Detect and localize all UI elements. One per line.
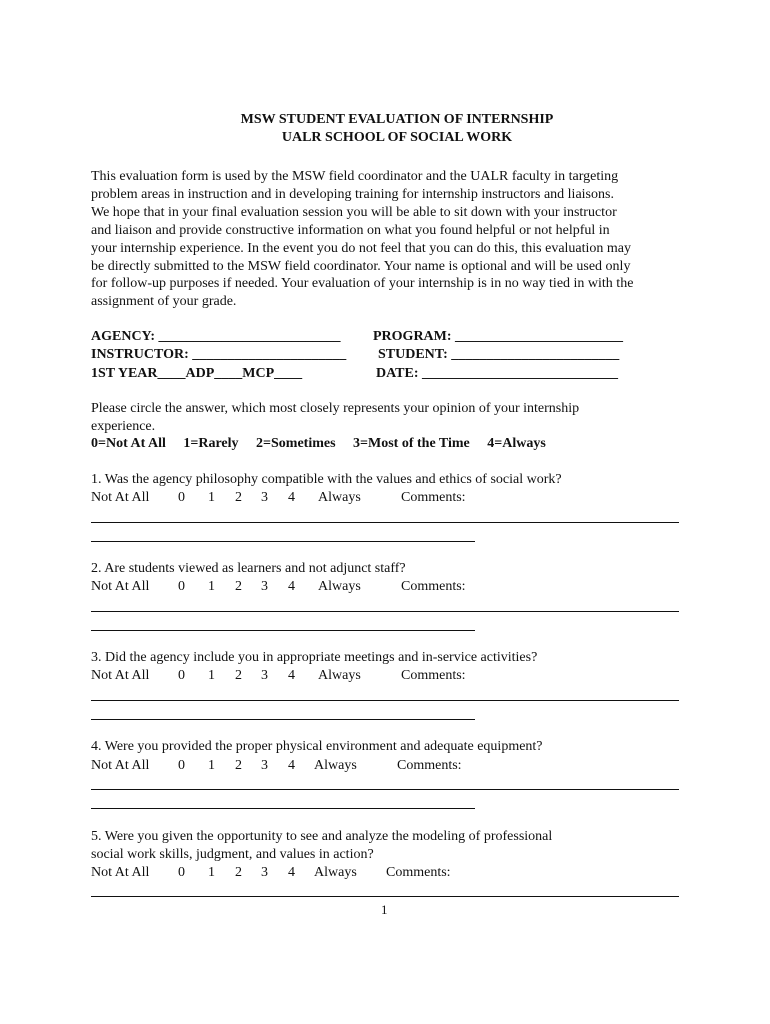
intro-line: We hope that in your final evaluation session you will be able to sit down with your instructor	[91, 204, 617, 220]
comment-line[interactable]	[91, 719, 475, 720]
rating-option-2[interactable]: 2	[235, 579, 242, 594]
rating-high-label: Always	[318, 490, 361, 505]
comment-line[interactable]	[91, 611, 679, 612]
comment-line[interactable]	[91, 700, 679, 701]
rating-low-label: Not At All	[91, 758, 150, 773]
question-text: 2. Are students viewed as learners and not adjunct staff?	[91, 561, 406, 576]
question-5	[91, 828, 552, 864]
rating-option-0[interactable]: 0	[178, 490, 185, 505]
rating-option-1[interactable]: 1	[208, 579, 215, 594]
rating-option-4[interactable]: 4	[288, 579, 295, 594]
rating-option-3[interactable]: 3	[261, 668, 268, 683]
page-number: 1	[381, 902, 388, 917]
form-title: MSW STUDENT EVALUATION OF INTERNSHIP	[240, 112, 554, 127]
rating-option-1[interactable]: 1	[208, 490, 215, 505]
question-text: 3. Did the agency include you in appropriate meetings and in-service activities?	[91, 650, 538, 665]
rating-option-3[interactable]: 3	[261, 758, 268, 773]
comment-line[interactable]	[91, 630, 475, 631]
comments-label: Comments:	[401, 490, 466, 505]
comments-label: Comments:	[397, 758, 462, 773]
intro-paragraph	[91, 168, 691, 311]
comment-line[interactable]	[91, 789, 679, 790]
student-field[interactable]: STUDENT: ________________________	[378, 347, 620, 362]
rating-high-label: Always	[314, 758, 357, 773]
comment-line[interactable]	[91, 522, 679, 523]
comments-label: Comments:	[401, 668, 466, 683]
rating-low-label: Not At All	[91, 668, 150, 683]
rating-scale-legend	[91, 435, 560, 453]
rating-low-label: Not At All	[91, 579, 150, 594]
scale-item: 0=Not At All	[91, 436, 166, 451]
rating-option-2[interactable]: 2	[235, 668, 242, 683]
year-program-field[interactable]: 1ST YEAR____ADP____MCP____	[91, 366, 303, 381]
intro-line: be directly submitted to the MSW field coordinator. Your name is optional and will be used only	[91, 258, 631, 274]
rating-low-label: Not At All	[91, 865, 150, 880]
rating-option-4[interactable]: 4	[288, 668, 295, 683]
question-text: social work skills, judgment, and values in action?	[91, 846, 374, 862]
scale-item: 1=Rarely	[183, 436, 239, 451]
rating-option-2[interactable]: 2	[235, 490, 242, 505]
rating-option-4[interactable]: 4	[288, 758, 295, 773]
rating-option-3[interactable]: 3	[261, 490, 268, 505]
question-1	[91, 471, 562, 489]
comment-line[interactable]	[91, 808, 475, 809]
rating-option-1[interactable]: 1	[208, 668, 215, 683]
scale-item: 4=Always	[487, 436, 546, 451]
comment-line[interactable]	[91, 541, 475, 542]
question-2	[91, 560, 406, 578]
scale-item: 3=Most of the Time	[353, 436, 470, 451]
question-text: 5. Were you given the opportunity to see and analyze the modeling of professional	[91, 829, 553, 844]
intro-line: assignment of your grade.	[91, 294, 237, 310]
comments-label: Comments:	[401, 579, 466, 594]
question-4	[91, 738, 543, 756]
scale-item: 2=Sometimes	[256, 436, 336, 451]
rating-high-label: Always	[318, 668, 361, 683]
question-text: 4. Were you provided the proper physical environment and adequate equipment?	[91, 739, 543, 754]
instructions	[91, 400, 579, 436]
instructions-line: Please circle the answer, which most closely represents your opinion of your internship	[91, 401, 580, 416]
rating-option-2[interactable]: 2	[235, 758, 242, 773]
agency-field[interactable]: AGENCY: __________________________	[91, 329, 341, 344]
question-text: 1. Was the agency philosophy compatible with the values and ethics of social work?	[91, 472, 562, 487]
intro-line: problem areas in instruction and in developing training for internship instructors and liaisons.	[91, 186, 614, 202]
intro-line: and liaison and provide constructive information on what you found helpful or not helpful in	[91, 222, 610, 238]
rating-high-label: Always	[314, 865, 357, 880]
intro-line: for follow-up purposes if needed. Your evaluation of your internship is in no way tied in with the	[91, 276, 634, 292]
date-field[interactable]: DATE: ____________________________	[376, 366, 619, 381]
rating-high-label: Always	[318, 579, 361, 594]
rating-low-label: Not At All	[91, 490, 150, 505]
school-name: UALR SCHOOL OF SOCIAL WORK	[281, 130, 513, 145]
comments-label: Comments:	[386, 865, 451, 880]
rating-option-0[interactable]: 0	[178, 865, 185, 880]
rating-option-0[interactable]: 0	[178, 579, 185, 594]
rating-option-4[interactable]: 4	[288, 865, 295, 880]
instructor-field[interactable]: INSTRUCTOR: ______________________	[91, 347, 347, 362]
rating-option-3[interactable]: 3	[261, 579, 268, 594]
question-3	[91, 649, 537, 667]
instructions-line: experience.	[91, 418, 156, 434]
rating-option-3[interactable]: 3	[261, 865, 268, 880]
program-field[interactable]: PROGRAM: ________________________	[373, 329, 624, 344]
rating-option-0[interactable]: 0	[178, 668, 185, 683]
rating-option-4[interactable]: 4	[288, 490, 295, 505]
rating-option-0[interactable]: 0	[178, 758, 185, 773]
rating-option-2[interactable]: 2	[235, 865, 242, 880]
intro-line: This evaluation form is used by the MSW field coordinator and the UALR faculty in targeting	[91, 169, 619, 184]
comment-line[interactable]	[91, 896, 679, 897]
intro-line: your internship experience. In the event you do not feel that you can do this, this evaluation may	[91, 240, 632, 256]
rating-option-1[interactable]: 1	[208, 865, 215, 880]
rating-option-1[interactable]: 1	[208, 758, 215, 773]
